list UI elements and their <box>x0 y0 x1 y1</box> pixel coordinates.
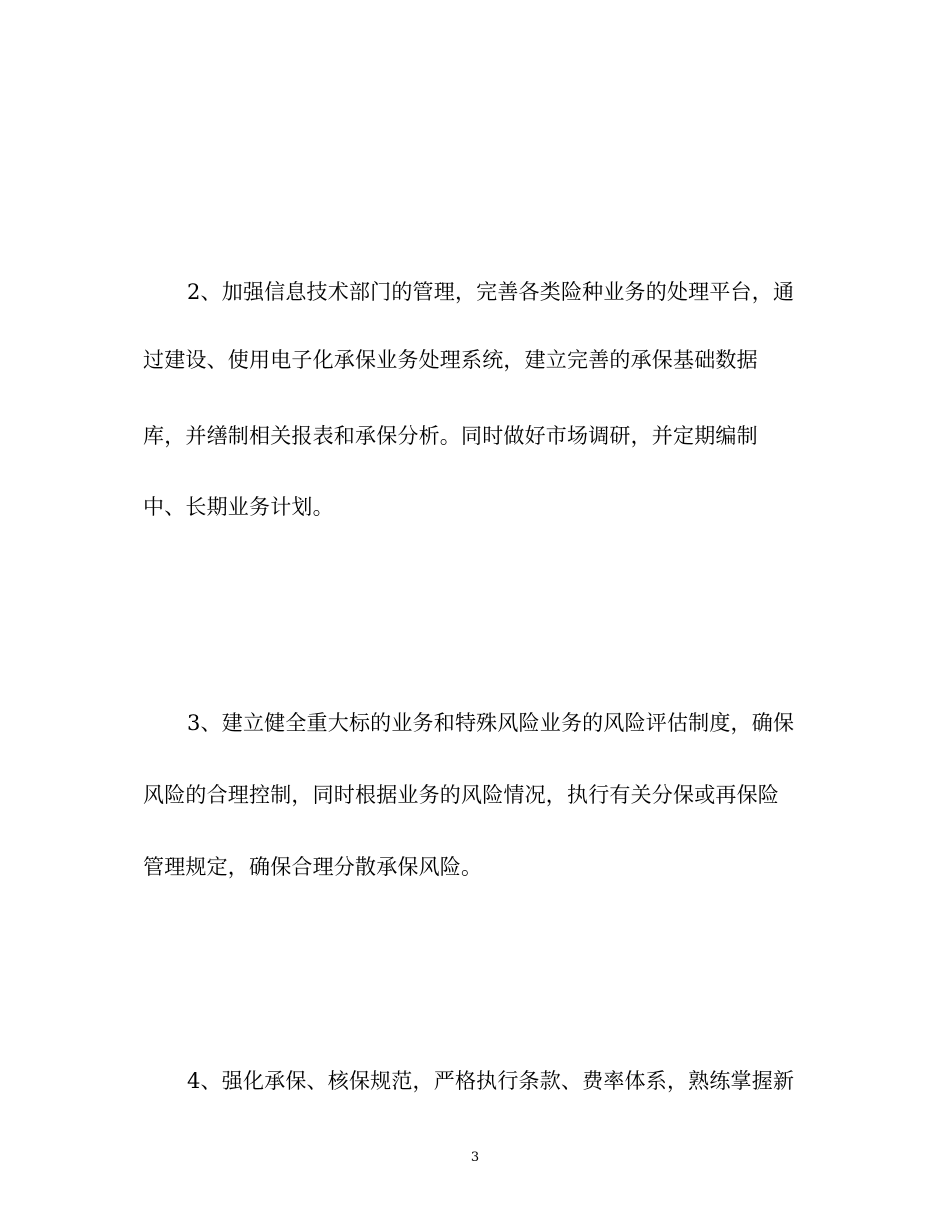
paragraph-line: 2、加强信息技术部门的管理，完善各类险种业务的处理平台，通 <box>187 280 795 304</box>
page-number: 3 <box>470 1150 480 1165</box>
paragraph-line: 风险的合理控制，同时根据业务的风险情况，执行有关分保或再保险 <box>143 783 779 807</box>
paragraph-line: 4、强化承保、核保规范，严格执行条款、费率体系，熟练掌握新 <box>187 1069 795 1093</box>
paragraph-line: 管理规定，确保合理分散承保风险。 <box>143 855 483 879</box>
paragraph-line: 库，并缮制相关报表和承保分析。同时做好市场调研，并定期编制 <box>143 424 758 448</box>
paragraph-line: 过建设、使用电子化承保业务处理系统，建立完善的承保基础数据 <box>143 348 758 372</box>
paragraph-line: 中、长期业务计划。 <box>143 495 334 519</box>
paragraph-line: 3、建立健全重大标的业务和特殊风险业务的风险评估制度，确保 <box>187 711 795 735</box>
